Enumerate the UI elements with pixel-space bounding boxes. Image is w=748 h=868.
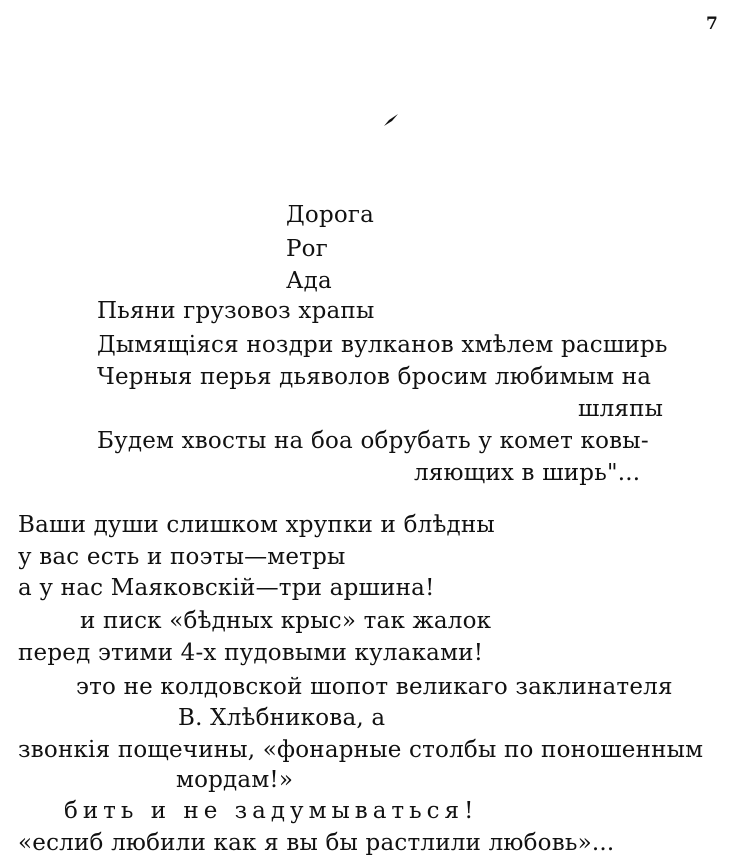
poem-line: Ваши души слишком хрупки и блѣдны [18, 512, 495, 538]
poem-line: а у нас Маяковскій—три аршина! [18, 575, 435, 601]
poem-line: Дорога [286, 202, 375, 228]
poem-line: шляпы [578, 396, 664, 422]
poem-line: бить и не задумываться! [64, 798, 479, 824]
poem-line: Рог [286, 236, 328, 262]
poem-line: Пьяни грузовоз храпы [97, 298, 375, 324]
poem-line: Будем хвосты на боа обрубать у комет ковы- [97, 428, 649, 454]
ink-mark-icon [382, 112, 402, 128]
poem-line: звонкія пощечины, «фонарные столбы по поношенным [18, 737, 704, 763]
poem-line: у вас есть и поэты—метры [18, 544, 346, 570]
poem-line: мордам!» [176, 767, 294, 793]
poem-line: В. Хлѣбникова, а [178, 705, 386, 731]
poem-line: ляющих в ширь"... [414, 460, 641, 486]
poem-line: «еслиб любили как я вы бы растлили любовь»... [18, 830, 615, 856]
poem-line: и писк «бѣдных крыс» так жалок [80, 608, 492, 634]
poem-line: Черныя перья дьяволов бросим любимым на [97, 364, 652, 390]
poem-line: это не колдовской шопот великаго заклинателя [76, 674, 673, 700]
poem-line: перед этими 4-х пудовыми кулаками! [18, 640, 484, 666]
poem-line: Ада [286, 268, 332, 294]
page-number: 7 [706, 14, 718, 34]
poem-line: Дымящіяся ноздри вулканов хмѣлем расширь [97, 332, 668, 358]
